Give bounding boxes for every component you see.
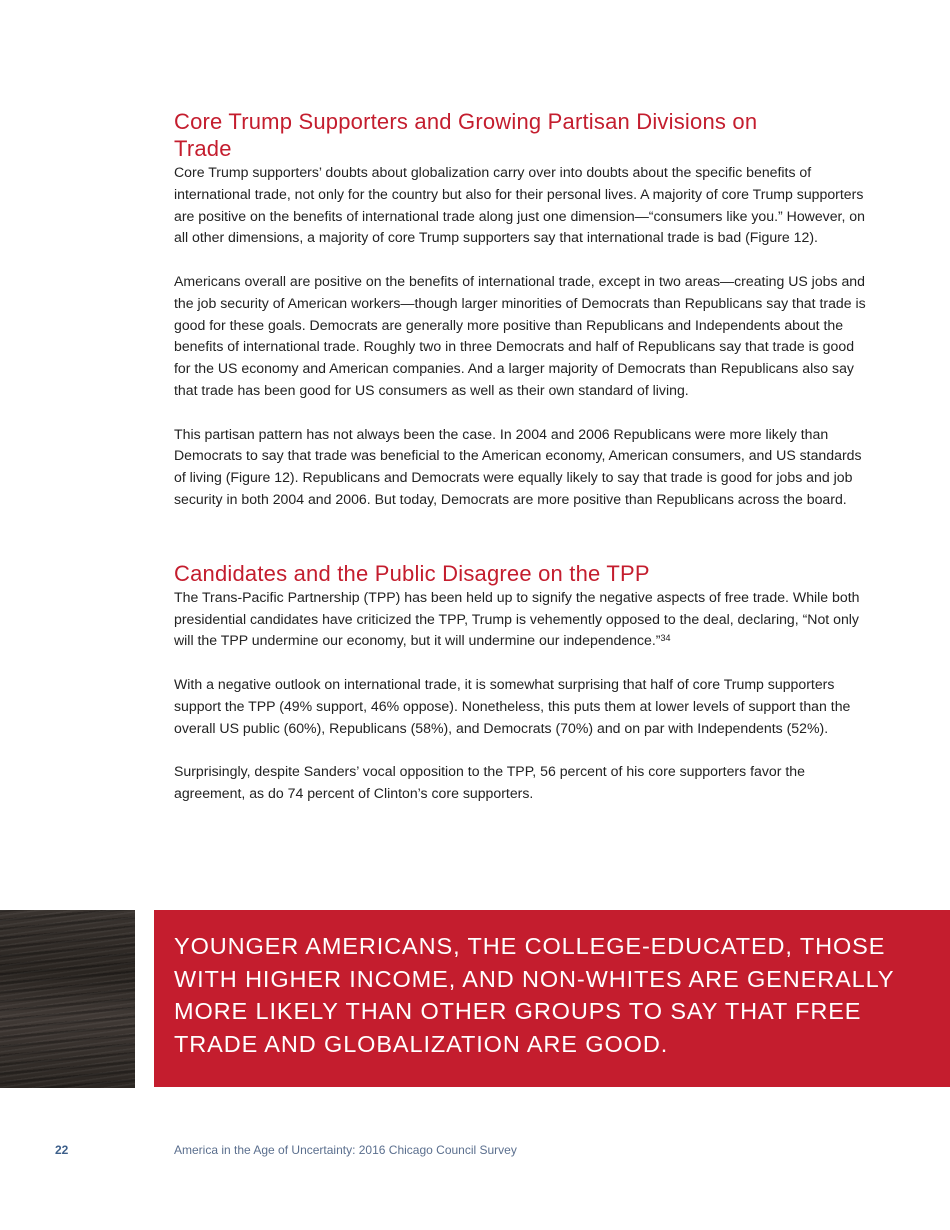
body-paragraph: Surprisingly, despite Sanders’ vocal opposition to the TPP, 56 percent of his core supporters favor the agreement, as do 74 percent of Clinton’s core supporters. [174, 763, 805, 801]
body-paragraph: Americans overall are positive on the benefits of international trade, except in two areas—creating US jobs and the job security of American workers—though larger minorities of Democrats than Republicans say that trade is good for these goals. Democrats are generally more positive than Republicans and Independents about the benefits of international trade. Roughly two in three Democrats and half of Republicans say that trade is good for the US economy and American companies. And a larger majority of Democrats than Republicans also say that trade has been good for US consumers as well as their own standard of living. [174, 272, 866, 398]
footer-publication-title: America in the Age of Uncertainty: 2016 Chicago Council Survey [174, 1143, 517, 1157]
body-paragraph: This partisan pattern has not always been the case. In 2004 and 2006 Republicans were more likely than Democrats to say that trade was beneficial to the American economy, American consumers, and US standards of living (Figure 12). Republicans and Democrats were equally likely to say that trade is good for jobs and job security in both 2004 and 2006. But today, Democrats are more positive than Republicans across the board. [174, 425, 862, 507]
body-paragraph-tpp-intro [174, 587, 866, 652]
textured-photo [0, 910, 135, 1088]
footnote-marker[interactable]: 34 [660, 633, 671, 644]
page-number: 22 [55, 1143, 69, 1157]
section-heading-partisan-divisions: Core Trump Supporters and Growing Partisan Divisions on Trade [174, 109, 758, 161]
pull-quote-text: YOUNGER AMERICANS, THE COLLEGE-EDUCATED, THOSE WITH HIGHER INCOME, AND NON-WHITES ARE GENERALLY MORE LIKELY THAN OTHER GROUPS TO SAY THAT FREE TRADE AND GLOBALIZATION ARE GOOD. [174, 933, 894, 1057]
main-content [174, 108, 866, 805]
body-paragraph: Core Trump supporters’ doubts about globalization carry over into doubts about the specific benefits of international trade, not only for the country but also for their personal lives. A majority of core Trump supporters are positive on the benefits of international trade along just one dimension—“consumers like you.” However, on all other dimensions, a majority of core Trump supporters say that international trade is bad (Figure 12). [174, 164, 865, 246]
section-heading-tpp: Candidates and the Public Disagree on the TPP [174, 560, 650, 586]
body-paragraph: With a negative outlook on international trade, it is somewhat surprising that half of core Trump supporters support the TPP (49% support, 46% oppose). Nonetheless, this puts them at lower levels of support than the overall US public (60%), Republicans (58%), and Democrats (70%) and on par with Independents (52%). [174, 675, 851, 736]
tpp-intro-text: The Trans-Pacific Partnership (TPP) has been held up to signify the negative aspects of free trade. While both presidential candidates have criticized the TPP, Trump is vehemently opposed to the deal, declaring, “Not only will the TPP undermine our economy, but it will undermine our independence.” [174, 588, 860, 649]
pull-quote-callout [154, 910, 950, 1087]
